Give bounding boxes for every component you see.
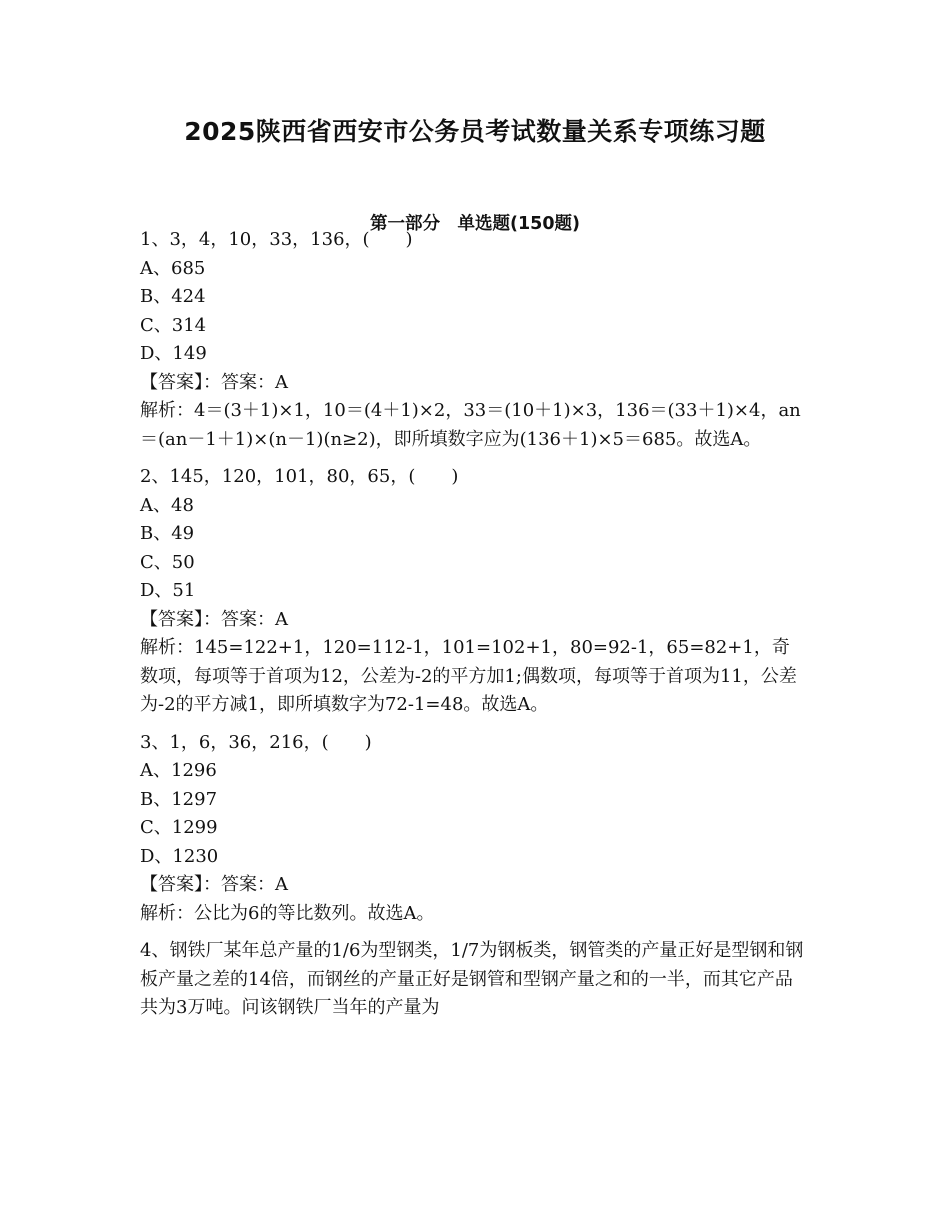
analysis-text: 解析：145=122+1，120=112-1，101=102+1，80=92-1，65=82+1，奇数项，每项等于首项为12，公差为-2的平方加1;偶数项，每项等于首项为11，公差为-2的平方减1，即所填数字为72-1=48。故选A。 <box>140 637 797 715</box>
option-d: D、1230 <box>140 845 219 867</box>
analysis-text: 解析：公比为6的等比数列。故选A。 <box>140 902 435 924</box>
option-a: A、1296 <box>140 760 217 781</box>
question-stem: 4、钢铁厂某年总产量的1/6为型钢类，1/7为钢板类，钢管类的产量正好是型钢和钢板产量之差的14倍，而钢丝的产量正好是钢管和型钢产量之和的一半，而其它产品共为3万吨。问该钢铁厂当年的产量为 <box>140 940 804 1018</box>
answer-line: 【答案】：答案：A <box>140 874 288 895</box>
answer-line: 【答案】：答案：A <box>140 608 288 630</box>
answer-line: 【答案】：答案：A <box>140 371 288 393</box>
document-title: 2025陕西省西安市公务员考试数量关系专项练习题 <box>184 117 766 146</box>
question-stem: 1、3，4，10，33，136，( ) <box>140 229 413 250</box>
option-a: A、48 <box>140 494 194 516</box>
question-item <box>140 463 805 720</box>
option-b: B、1297 <box>140 788 218 810</box>
option-a: A、685 <box>140 257 206 279</box>
analysis-text: 解析：4＝(3＋1)×1，10＝(4＋1)×2，33＝(10＋1)×3，136＝(33＋1)×4，an＝(an－1＋1)×(n－1)(n≥2)，即所填数字应为(136＋1)×5＝685。故选A。 <box>140 400 801 450</box>
question-list <box>140 226 805 1032</box>
option-c: C、50 <box>140 551 195 573</box>
option-b: B、49 <box>140 523 195 544</box>
option-d: D、149 <box>140 343 207 364</box>
section-title: 第一部分 单选题(150题) <box>369 214 581 234</box>
option-d: D、51 <box>140 580 196 601</box>
question-stem: 3、1，6，36，216，( ) <box>140 731 372 753</box>
option-c: C、1299 <box>140 817 218 838</box>
option-c: C、314 <box>140 314 207 336</box>
question-item <box>140 226 805 454</box>
question-stem: 2、145，120，101，80，65，( ) <box>140 466 459 487</box>
question-item <box>140 729 805 929</box>
option-b: B、424 <box>140 286 206 307</box>
question-item <box>140 937 805 1023</box>
